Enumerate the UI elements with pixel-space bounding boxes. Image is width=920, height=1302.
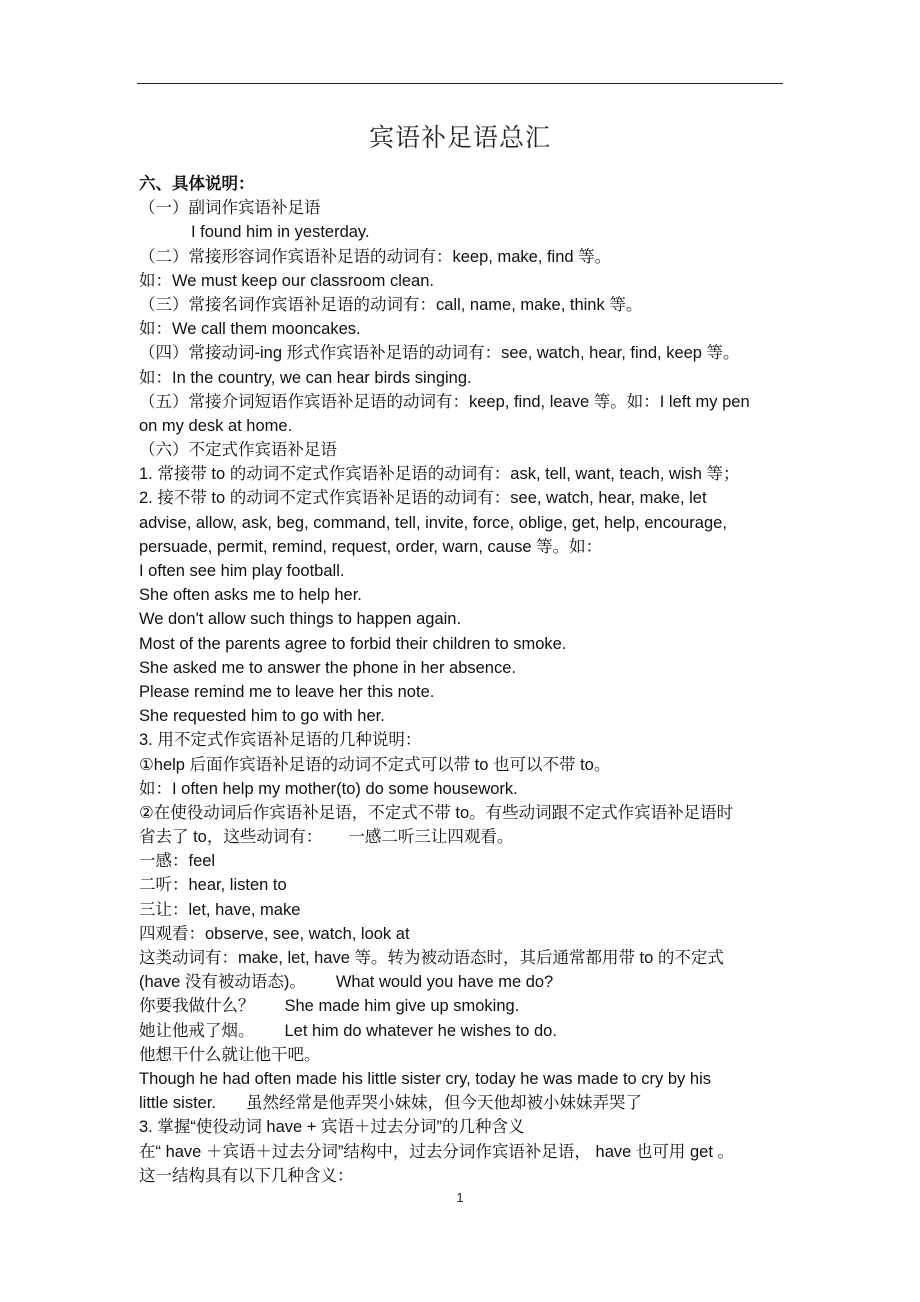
subsection-heading: （六）不定式作宾语补足语	[139, 441, 337, 460]
example-sentence: She made him give up smoking.	[284, 997, 520, 1016]
example-sentence: Though he had often made his little sister cry, today he was made to cry by his	[139, 1069, 711, 1088]
text-line: advise, allow, ask, beg, command, tell, invite, force, oblige, get, help, encourage,	[139, 513, 727, 532]
text-line: 在“ have ＋宾语＋过去分词”结构中，过去分词作宾语补足语， have 也可用 get 。	[139, 1142, 734, 1161]
example-sentence: Please remind me to leave her this note.	[139, 682, 435, 701]
example-sentence: I found him in yesterday.	[191, 223, 370, 242]
text-line: 这类动词有：make, let, have 等。转为被动语态时，其后通常都用带 to 的不定式	[139, 949, 724, 967]
text-line: persuade, permit, remind, request, order, warn, cause 等。如：	[139, 537, 603, 556]
example-sentence: I often see him play football.	[139, 562, 345, 580]
subsection-heading: （一）副词作宾语补足语	[139, 199, 321, 218]
translation: 虽然经常是他弄哭小妹妹，但今天他却被小妹妹弄哭了	[246, 1094, 643, 1113]
text-line: 一感：feel	[139, 852, 216, 871]
text-line: ②在使役动词后作宾语补足语，不定式不带 to。有些动词跟不定式作宾语补足语时	[139, 803, 734, 822]
text-line: 三让：let, have, make	[139, 900, 301, 919]
header-rule	[137, 83, 783, 84]
page-number: 1	[456, 1190, 464, 1205]
subsection-heading: （五）常接介词短语作宾语补足语的动词有：keep, find, leave 等。如：I left my pen	[139, 392, 750, 411]
example-sentence: little sister.	[139, 1094, 217, 1113]
example-sentence: 如：We must keep our classroom clean.	[139, 271, 434, 290]
text-segment: 省去了 to，这些动词有：	[139, 828, 323, 847]
page-title: 宾语补足语总汇	[368, 123, 551, 152]
text-line: 二听：hear, listen to	[139, 876, 287, 895]
text-line	[139, 1019, 789, 1043]
text-line: 3. 用不定式作宾语补足语的几种说明：	[139, 731, 422, 750]
text-line: ①help 后面作宾语补足语的动词不定式可以带 to 也可以不带 to。	[139, 755, 611, 774]
mnemonic: 一感二听三让四观看。	[348, 828, 514, 847]
section-heading: 六、具体说明：	[139, 175, 255, 193]
subsection-heading: （四）常接动词-ing 形式作宾语补足语的动词有：see, watch, hear, find, keep 等。	[139, 344, 740, 363]
text-line	[139, 825, 789, 849]
text-line: 2. 接不带 to 的动词不定式作宾语补足语的动词有：see, watch, hear, make, let	[139, 489, 707, 508]
translation: 她让他戒了烟。	[139, 1021, 255, 1040]
subsection-heading: （二）常接形容词作宾语补足语的动词有：keep, make, find 等。	[139, 247, 612, 266]
translation: 你要我做什么？	[139, 997, 255, 1016]
text-line	[139, 994, 789, 1018]
text-line: 3. 掌握“使役动词 have + 宾语＋过去分词”的几种含义	[139, 1118, 525, 1137]
text-line: 四观看：observe, see, watch, look at	[139, 924, 410, 943]
example-sentence: 如：We call them mooncakes.	[139, 320, 361, 339]
text-line	[139, 970, 789, 994]
example-sentence: She asked me to answer the phone in her absence.	[139, 658, 516, 677]
text-segment: (have 没有被动语态)。	[139, 973, 306, 992]
text-line: 这一结构具有以下几种含义：	[139, 1166, 354, 1185]
example-sentence: Most of the parents agree to forbid their children to smoke.	[139, 634, 567, 653]
example-sentence: Let him do whatever he wishes to do.	[284, 1021, 557, 1040]
subsection-heading: （三）常接名词作宾语补足语的动词有：call, name, make, think 等。	[139, 295, 643, 314]
translation: 他想干什么就让他干吧。	[139, 1045, 321, 1064]
text-line: on my desk at home.	[139, 416, 293, 435]
example-sentence: 如：I often help my mother(to) do some housework.	[139, 779, 518, 798]
text-line	[139, 1091, 789, 1115]
example-sentence: What would you have me do?	[335, 973, 554, 992]
document-body	[139, 172, 789, 1188]
example-sentence: 如：In the country, we can hear birds singing.	[139, 368, 472, 387]
text-line: 1. 常接带 to 的动词不定式作宾语补足语的动词有：ask, tell, want, teach, wish 等；	[139, 465, 740, 484]
example-sentence: She often asks me to help her.	[139, 586, 362, 605]
example-sentence: She requested him to go with her.	[139, 707, 385, 726]
example-sentence: We don't allow such things to happen again.	[139, 610, 462, 629]
